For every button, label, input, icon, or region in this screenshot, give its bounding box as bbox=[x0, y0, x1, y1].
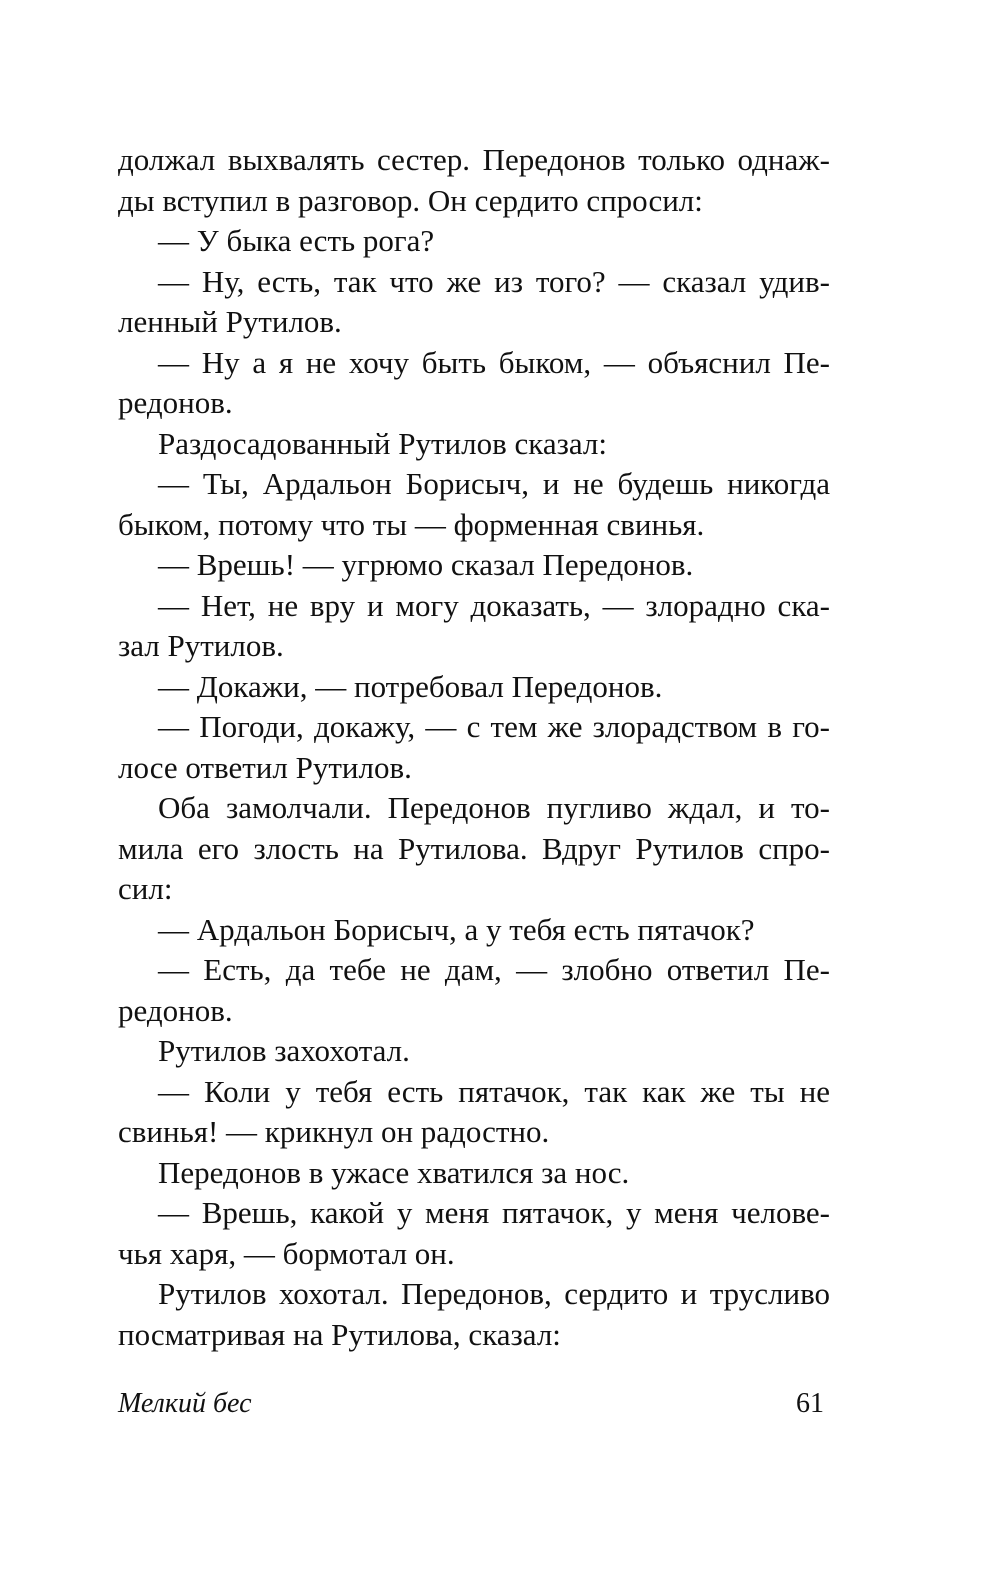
text-line: сил: bbox=[118, 871, 173, 906]
text-line: свинья! — крикнул он радостно. bbox=[118, 1114, 550, 1149]
text-line: — Врешь! — угрюмо сказал Передонов. bbox=[158, 547, 694, 582]
text-line: редонов. bbox=[118, 992, 233, 1028]
page-text bbox=[118, 140, 830, 1355]
text-line: ленный Рутилов. bbox=[118, 304, 342, 339]
text-line: мила его злость на Рутилова. Вдруг Рутилов спро- bbox=[118, 830, 830, 866]
text-line: — Погоди, докажу, — с тем же злорадством в го- bbox=[158, 709, 830, 744]
running-title: Мелкий бес bbox=[118, 1388, 252, 1419]
text-line: — Врешь, какой у меня пятачок, у меня челове- bbox=[158, 1195, 830, 1230]
text-line: посматривая на Рутилова, сказал: bbox=[118, 1316, 561, 1352]
text-line: ды вступил в разговор. Он сердито спросил: bbox=[118, 182, 703, 218]
page-number: 61 bbox=[796, 1388, 824, 1419]
text-line: — Ты, Ардальон Борисыч, и не будешь никогда bbox=[158, 466, 830, 501]
text-line: Оба замолчали. Передонов пугливо ждал, и то- bbox=[158, 790, 830, 825]
text-line: редонов. bbox=[118, 385, 233, 420]
text-line: — Докажи, — потребовал Передонов. bbox=[158, 668, 663, 704]
text-line: — Ну а я не хочу быть быком, — объяснил Пе- bbox=[158, 344, 830, 380]
text-line: быком, потому что ты — форменная свинья. bbox=[118, 506, 705, 542]
text-line: Передонов в ужасе хватился за нос. bbox=[158, 1154, 630, 1190]
text-line: Раздосадованный Рутилов сказал: bbox=[158, 425, 607, 461]
text-line: должал выхвалять сестер. Передонов только однаж- bbox=[118, 142, 830, 177]
text-line: — Коли у тебя есть пятачок, так как же ты не bbox=[158, 1073, 830, 1109]
page-footer bbox=[118, 1388, 830, 1428]
text-line: чья харя, — бормотал он. bbox=[118, 1235, 455, 1271]
text-line: — У быка есть рога? bbox=[158, 223, 435, 258]
text-line: — Есть, да тебе не дам, — злобно ответил Пе- bbox=[158, 952, 830, 987]
text-line: лосе ответил Рутилов. bbox=[118, 749, 412, 785]
text-line: зал Рутилов. bbox=[118, 628, 284, 663]
text-line: — Ардальон Борисыч, а у тебя есть пятачок? bbox=[158, 911, 755, 947]
text-line: — Нет, не вру и могу доказать, — злорадно ска- bbox=[158, 587, 830, 623]
text-line: Рутилов захохотал. bbox=[158, 1033, 410, 1068]
text-line: Рутилов хохотал. Передонов, сердито и трусливо bbox=[158, 1276, 830, 1311]
text-line: — Ну, есть, так что же из того? — сказал удив- bbox=[158, 263, 830, 299]
